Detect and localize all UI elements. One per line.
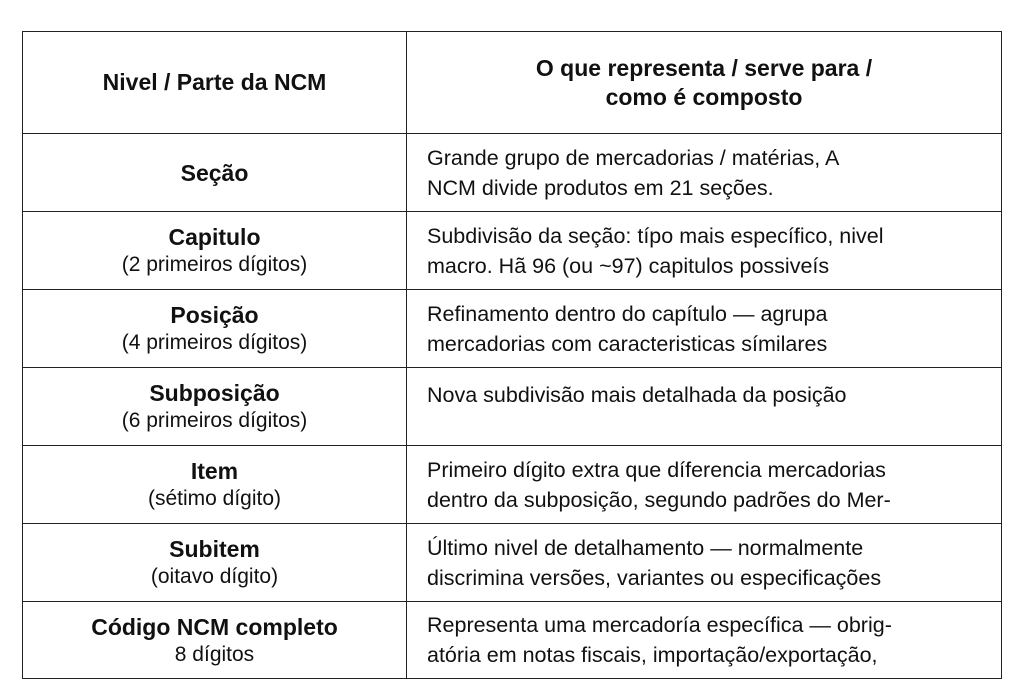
table-row (23, 134, 1002, 212)
description-line: Subdivisão da seção: típo mais específico, nivel (427, 223, 884, 248)
description-line: mercadorias com caracteristicas símilares (427, 331, 828, 356)
description-line: atória em notas fiscais, importação/exportação, (427, 643, 878, 667)
level-name: Seção (180, 159, 249, 186)
description-cell (407, 290, 1002, 368)
description-cell (407, 212, 1002, 290)
description-cell (407, 134, 1002, 212)
description-line: dentro da subposição, segundo padrões do Mer- (427, 487, 891, 512)
description-cell (407, 368, 1002, 446)
level-name: Código NCM completo (91, 613, 338, 640)
level-cell (23, 602, 407, 679)
header-description-column (407, 32, 1002, 134)
level-digits: 8 dígitos (174, 642, 255, 666)
level-digits: (sétimo dígito) (147, 487, 282, 510)
level-cell (23, 368, 407, 446)
header-description-line1: O que representa / serve para / (535, 54, 873, 81)
header-level-column (23, 32, 407, 134)
level-cell (23, 524, 407, 602)
level-name: Posição (170, 302, 259, 328)
level-cell (23, 290, 407, 368)
level-digits: (6 primeiros dígitos) (121, 409, 308, 432)
level-name: Subposição (149, 380, 280, 406)
level-cell (23, 134, 407, 212)
table-row (23, 446, 1002, 524)
table-row (23, 290, 1002, 368)
table-row (23, 368, 1002, 446)
level-name: Subitem (169, 536, 260, 562)
level-digits: (oitavo dígito) (150, 565, 279, 588)
description-cell (407, 446, 1002, 524)
description-cell (407, 524, 1002, 602)
description-line: Grande grupo de mercadorias / matérias, A (427, 145, 840, 170)
level-name: Capitulo (168, 224, 261, 250)
description-cell (407, 602, 1002, 679)
level-digits: (2 primeiros dígitos) (121, 253, 308, 276)
level-digits: (4 primeiros dígitos) (121, 331, 308, 354)
table-header-row (23, 32, 1002, 134)
description-line: Nova subdivisão mais detalhada da posição (427, 383, 847, 407)
description-line: Representa uma mercadoría específica — obrig- (427, 613, 892, 637)
table-row (23, 212, 1002, 290)
header-level-label: Nivel / Parte da NCM (102, 69, 327, 95)
table-row (23, 602, 1002, 679)
description-line: Último nivel de detalhamento — normalmente (427, 535, 864, 560)
level-name: Item (190, 458, 239, 484)
ncm-levels-table (22, 31, 1002, 679)
header-description-line2: como é composto (605, 83, 803, 110)
description-line: NCM divide produtos em 21 seções. (427, 175, 774, 200)
level-cell (23, 212, 407, 290)
level-cell (23, 446, 407, 524)
description-line: discrimina versões, variantes ou especificações (427, 565, 882, 590)
description-line: Primeiro dígito extra que díferencia mercadorias (427, 457, 886, 482)
description-line: Refinamento dentro do capítulo — agrupa (427, 301, 828, 326)
table-row (23, 524, 1002, 602)
description-line: macro. Hã 96 (ou ~97) capitulos possiveís (427, 253, 830, 278)
